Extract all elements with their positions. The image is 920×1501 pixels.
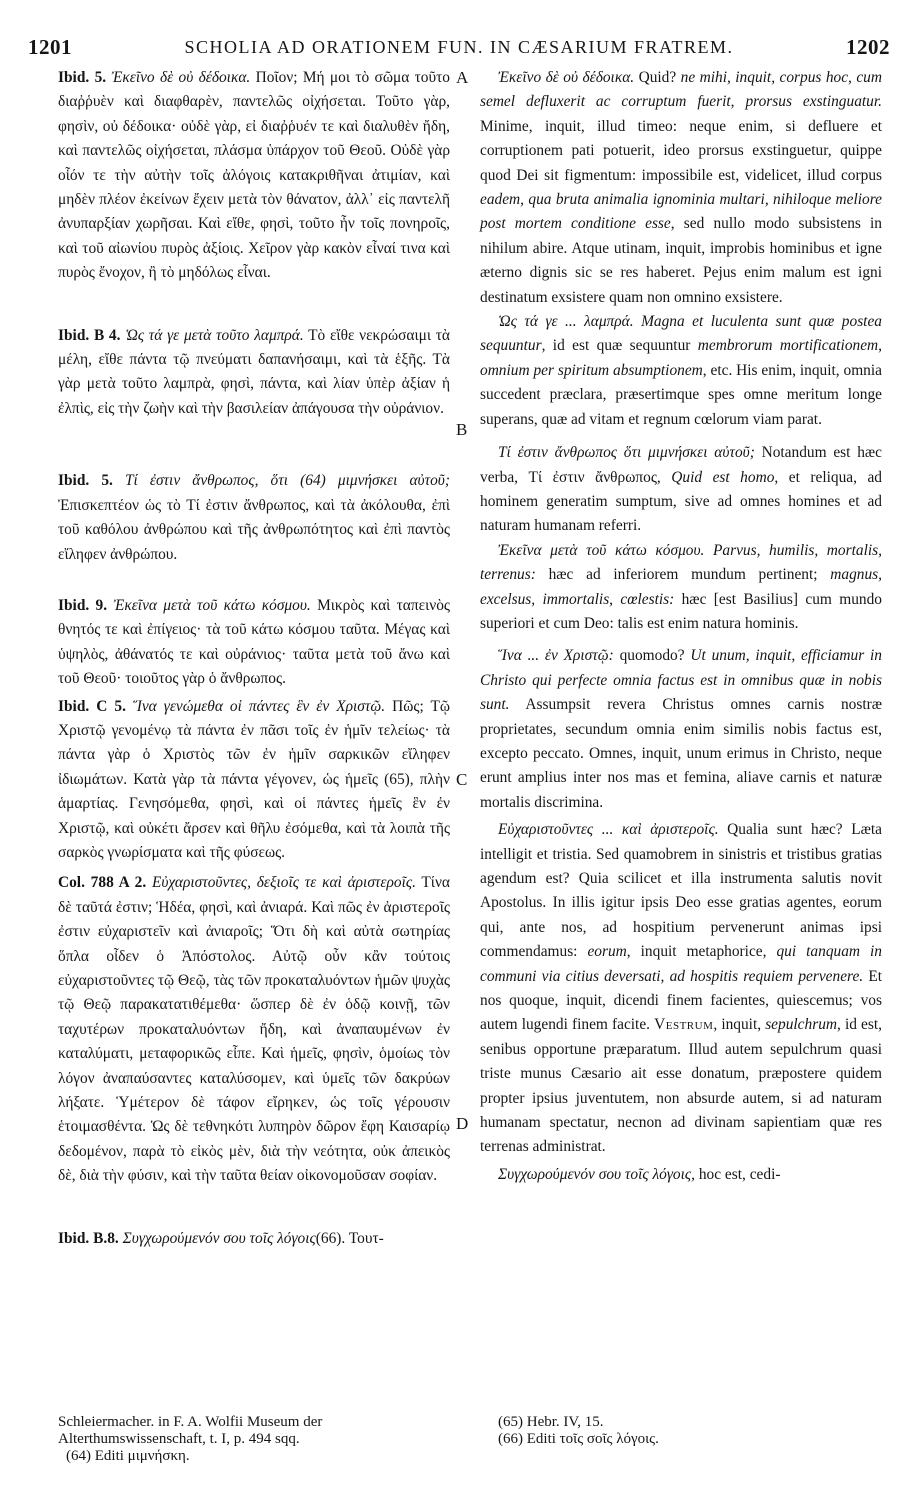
greek-scholion [58,469,450,567]
latin-scholion [480,539,882,637]
scholion-reference: Ibid. B 4. [58,326,121,344]
latin-column [480,66,882,1187]
scholion-text: hoc est, cedi- [698,1165,781,1183]
scholion-lemma: Συγχωρούμενόν σου τοῖς λόγοις [122,1229,316,1247]
greek-scholion [58,1227,450,1251]
greek-scholion [58,695,450,866]
greek-scholion [58,324,450,422]
scholion-text: Notandum est hæc verba, Τί ἐστιν ἄνθρωπος, Quid est homo, et reliqua, ad hominem generatim sumptum, sive ad omnes homines et ad naturam humanam referri. [480,444,882,535]
scholion-text: Πῶς; Τῷ Χριστῷ γενομένῳ τὰ πάντα ἐν πᾶσι τοῖς ἐν ἡμῖν τελείως· τὰ πάντα γὰρ ὁ Χριστὸς τῶν ἐν ἡμῖν σαρκικῶν εἴληφεν ἰδιωμάτων. Κατὰ γὰρ τὰ πάντα γέγονεν, ὡς ἡμεῖς (65), πλὴν ἁμαρτίας. Γενησόμεθα, φησὶ, καὶ οἱ πάντες ἡμεῖς ἓν ἐν Χριστῷ, καὶ οὐκέτι ἄρσεν καὶ θῆλυ ἐσόμεθα, καὶ τὰ λοιπὰ τῆς σαρκὸς γνωρίσματα καὶ τῆς φύσεως. [58,697,450,861]
greek-scholion [58,66,450,286]
scholion-text: Ἐπισκεπτέον ὡς τὸ Τί ἐστιν ἄνθρωπος, καὶ τὰ ἀκόλουθα, ἐπὶ τοῦ καθόλου ἀνθρώπου καὶ τῆς ἀνθρωπότητος καὶ ἐπὶ παντὸς εἴληφεν ἀνθρώπου. [58,496,450,563]
margin-marker-a: A [456,68,469,87]
scholion-reference: Ibid. B.8. [58,1229,119,1247]
latin-scholion [480,818,882,1160]
scholion-lemma: Ἵνα ... ἐν Χριστῷ: [498,647,614,665]
scholion-lemma: Συγχωρούμενόν σου τοῖς λόγοις, [498,1165,695,1183]
scholion-text: Μικρὸς καὶ ταπεινὸς θνητός τε καὶ ἐπίγειος· τὰ τοῦ κάτω κόσμου ταῦτα. Μέγας καὶ ὑψηλὸς, ἀθάνατός τε καὶ οὐράνιος· ταῦτα μετὰ τοῦ ἄνω καὶ τοῦ Θεοῦ· τοιοῦτος γὰρ ὁ ἄνθρωπος. [58,596,450,688]
running-title: SCHOLIA AD ORATIONEM FUN. IN CÆSARIUM FRATREM. [184,37,734,57]
scholion-lemma: Ἵνα γενώμεθα οἱ πάντες ἓν ἐν Χριστῷ. [132,697,386,715]
scholion-lemma: Ἐκεῖνο δὲ οὐ δέδοικα. [111,69,251,86]
footnotes-right [498,1414,878,1448]
scholion-lemma: Εὐχαριστοῦντες, δεξιοῖς τε καὶ ἀριστεροῖς. [151,874,416,892]
scholion-reference: Col. 788 A 2. [58,874,147,892]
scholion-lemma: Τί ἐστιν ἄνθρωπος, ὅτι (64) μιμνήσκει αὐτοῦ; [124,472,450,490]
scholion-text: Qualia sunt hæc? Læta intelligit et tristia. Sed quamobrem in sinistris et tristibus gratias agendum est? Quia scilicet et illa instrumenta salutis novit Apostolus. In illis igitur ipsis Deo esse gratias agentes, eorum qui, ante nos, ad hospitium pervenerunt animas ipsi commendamus: eorum, inquit metaphorice, qui tanquam in communi via citius deversati, ad hospitis requiem pervenere. Et nos quoque, inquit, dicendi finem facientes, quiescemus; vos autem lugendi finem facite. Vestrum, inquit, sepulchrum, id est, senibus opportune præparatum. Illud autem sepulchrum quasi triste munus Cæsario ait esse donatum, præpostere quidem propter ipsius juventutem, non absurde autem, si ad naturam humanam spectatur, necnon ad divinam sapientiam quæ res terrenas administrat. [480,821,882,1156]
scholion-lemma: Ἐκεῖνα μετὰ τοῦ κάτω κόσμου. [113,596,311,614]
footnote: (64) Editi μιμνήσκη. [66,1448,190,1464]
scholion-lemma: Ὡς τά γε μετὰ τοῦτο λαμπρά. [125,326,304,344]
margin-marker-b: B [456,420,468,439]
scholion-lemma: Ὡς τά γε ... λαμπρά. [498,313,634,331]
scholion-text: Magna et luculenta sunt quæ postea sequuntur, id est quæ sequuntur membrorum mortificationem, omnium per spiritum absumptionem, etc. His enim, inquit, omnia succedent præclara, præsertimque spes omne meritum longe superans, quæ ad vitam et regnum cœlorum viam parat. [480,313,882,428]
scholion-text: Quid? ne mihi, inquit, corpus hoc, cum semel defluxerit ac corruptum fuerit, prorsus exstinguatur. Minime, inquit, illud timeo: neque enim, si defluere et corruptionem pati potuerit, ideo prorsus exstinguetur, quippe quod Dei sit figmentum: impossibile est, videlicet, illud corpus eadem, qua bruta animalia ignominia multari, nihiloque meliore post mortem conditione esse, sed nullo modo subsistens in nihilum abire. Atque utinam, inquit, improbis hominibus et igne æterno dignis sic se res haberet. Pejus enim malum est igni destinatum exsistere quam non omnino exsistere. [480,69,883,306]
footnote: (66) Editi τοῖς σοῖς λόγοις. [498,1431,659,1447]
footnote: Schleiermacher. in F. A. Wolfii Museum der Alterthumswissenschaft, t. I, p. 494 sqq. [58,1414,323,1447]
latin-scholion [480,66,882,310]
scholion-text: Τίνα δὲ ταῦτά ἐστιν; Ἡδέα, φησὶ, καὶ ἀνιαρά. Καὶ πῶς ἐν ἀριστεροῖς ἐστιν εὐχαριστεῖν καὶ ἀνιαροῖς; Ὅτι δὴ καὶ αὐτὰ σωτηρίας ὅπλα οἶδεν ὁ Ἀπόστολος. Αὐτῷ οὖν κἂν τούτοις εὐχαριστοῦντες τῷ Θεῷ, τὰς τῶν προκαταλυόντων ἡμῶν ψυχὰς τῷ Θεῷ παρακατατιθέμεθα· ὥσπερ δὲ ἐν ὁδῷ κοινῇ, τῶν ταχυτέρων προκαταλυόντων ἤδη, καὶ ἀναπαυμένων ἐν καταλύματι, μεταφορικῶς εἶπε. Καὶ ἡμεῖς, φησὶν, ὁμοίως τὸν λόγον ἀναπαύσαντες καταλύσομεν, καὶ ὑμεῖς τῶν δακρύων λήξατε. Ὑμέτερον δὲ τάφον εἴρηκεν, ὡς τοῖς γέρουσιν ἑτοιμασθέντα. Ὡς δὲ τεθνηκότι λυπηρὸν δῶρον ἔφη Καισαρίῳ δεδομένον, παρὰ τὸ εἰκὸς μὲν, διὰ τὴν νεότητα, οὐκ ἀπεικὸς δὲ, διὰ τὴν φύσιν, καὶ τὴν ταῦτα θείαν οἰκονομοῦσαν σοφίαν. [58,874,450,1185]
column-number-right: 1202 [846,35,890,59]
scholion-reference: Ibid. 5. [58,472,113,490]
greek-scholion [58,871,450,1188]
scholion-lemma: Τί ἐστιν ἄνθρωπος ὅτι μιμνήσκει αὐτοῦ; [498,444,755,462]
running-header [28,35,890,61]
latin-scholion [480,310,882,432]
latin-scholion [480,441,882,539]
latin-scholion [480,1163,882,1187]
scholion-text: quomodo? Ut unum, inquit, efficiamur in Christo qui perfecte omnia factus est in omnibus quæ in nobis sunt. Assumpsit revera Christus omnes carnis nostræ proprietates, secundum omnia enim similis nobis factus est, excepto peccato. Omnes, inquit, unum erimus in Christo, neque erunt amplius inter nos mas et femina, aliave carnis et naturæ mortalis discrimina. [480,647,882,811]
scholion-text: Parvus, humilis, mortalis, terrenus: hæc ad inferiorem mundum pertinent; magnus, excelsus, immortalis, cœlestis: hæc [est Basilius] cum mundo superiori et cum Deo: talis est enim natura hominis. [480,541,882,632]
scholion-lemma: Ἐκεῖνο δὲ οὐ δέδοικα. [498,69,635,86]
scholion-text: (66). Τουτ- [315,1229,384,1247]
scholion-reference: Ibid. 9. [58,596,108,614]
scholion-lemma: Ἐκεῖνα μετὰ τοῦ κάτω κόσμου. [498,541,705,559]
column-number-left: 1201 [28,35,72,59]
scholion-text: Τὸ εἴθε νεκρώσαιμι τὰ μέλη, εἴθε πάντα τῷ πνεύματι δαπανήσαιμι, καὶ τὰ ἑξῆς. Τὰ γὰρ μετὰ τοῦτο λαμπρὰ, φησὶ, πάντα, καὶ λίαν ὑπὲρ ἀξίαν ἡ ἐλπὶς, εἰς τὴν ζωὴν καὶ τὴν βασιλείαν ἀπάγουσα τὴν οὐράνιον. [58,326,450,417]
margin-marker-c: C [456,770,468,789]
latin-scholion [480,644,882,815]
greek-column [58,66,450,1251]
greek-scholion [58,594,450,692]
scholion-lemma: Εὐχαριστοῦντες ... καὶ ἀριστεροῖς. [498,821,719,839]
scholion-text: Ποῖον; Μή μοι τὸ σῶμα τοῦτο διαῤῥυὲν καὶ διαφθαρὲν, παντελῶς οἰχήσεται. Τοῦτο γὰρ, φησὶν, οὐ δέδοικα· οὐδὲ γὰρ, εἰ διαῤῥυέν τε καὶ διαλυθὲν ἤδη, καὶ παντελῶς οἰχήσεται, πλάσμα ὑπάρχον τοῦ Θεοῦ. Οὐδὲ γὰρ οἷόν τε τὴν αὐτὴν τοῖς ἀλόγοις κατακριθῆναι ἀτιμίαν, καὶ μηδὲν πλέον ἐκείνων ἔχειν μετὰ τὸν θάνατον, ἀλλ᾽ εἰς παντελῆ ἀνυπαρξίαν χωρῆσαι. Καὶ εἴθε, φησὶ, τοῦτο ἦν τοῖς πονηροῖς, καὶ τοῦ αἰωνίου πυρὸς ἀξίοις. Χεῖρον γὰρ κακὸν εἶναί τινα καὶ πυρὸς ἔνοχον, ἢ τὸ μηδόλως εἶναι. [58,69,451,282]
margin-marker-d: D [456,1114,469,1133]
footnote: (65) Hebr. IV, 15. [498,1414,604,1430]
scholion-reference: Ibid. C 5. [58,697,126,715]
scholion-reference: Ibid. 5. [58,69,107,86]
footnotes-left [58,1414,458,1465]
